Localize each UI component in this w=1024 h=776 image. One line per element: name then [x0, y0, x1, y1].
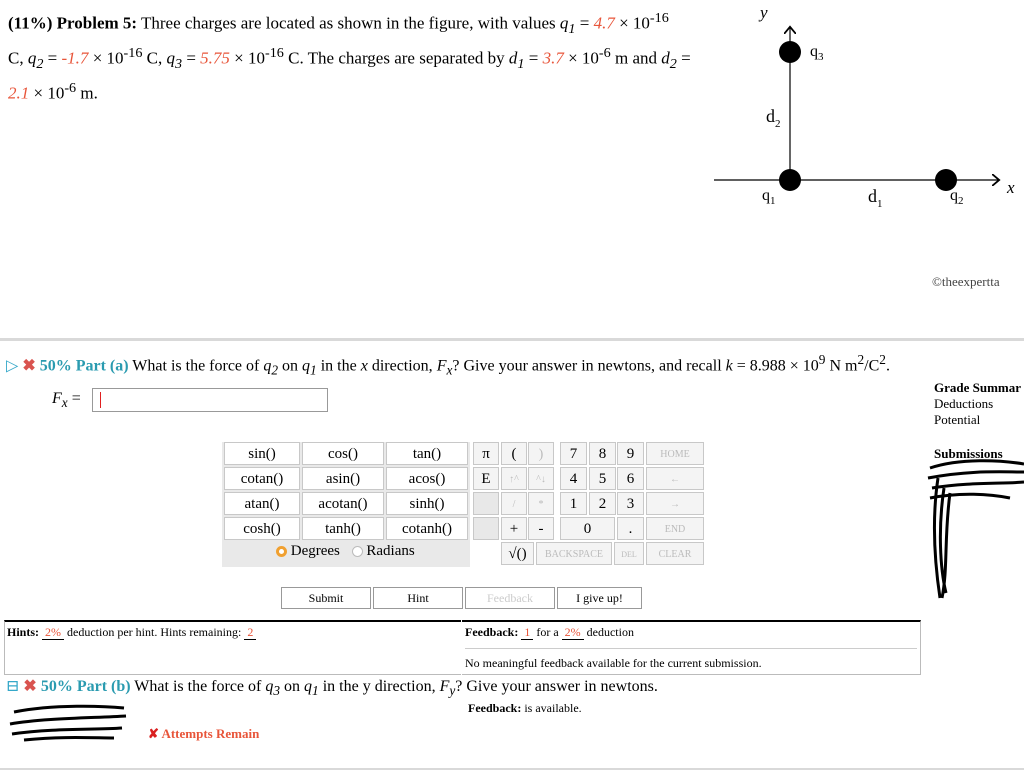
feedback-for-a: for a	[536, 625, 559, 639]
part-b-q1-sub: 1	[312, 683, 319, 699]
cross-icon-b: ✖	[23, 678, 37, 695]
hints-remaining: 2	[244, 625, 256, 640]
answer-eq: =	[67, 390, 81, 407]
key-dot[interactable]: .	[617, 517, 644, 540]
problem-text: Three charges are located as shown in the figure, with values	[141, 13, 556, 33]
key-blank-1	[473, 492, 499, 515]
key-e[interactable]: E	[473, 467, 499, 490]
part-a-q1: q	[302, 357, 311, 375]
charge-figure	[700, 0, 1024, 300]
hints-label: Hints:	[7, 625, 40, 639]
key-clear[interactable]: CLEAR	[646, 542, 704, 565]
q2-sub: 2	[36, 56, 44, 73]
answer-sub: x	[61, 395, 68, 411]
part-b-feedback-label: Feedback:	[468, 701, 522, 715]
key-fn[interactable]: sin()	[224, 442, 300, 465]
key-star[interactable]: *	[528, 492, 554, 515]
watermark: ©theexpertta	[932, 274, 1000, 289]
key-blank-2	[473, 517, 499, 540]
part-b-percent: 50% Part (b)	[40, 678, 131, 695]
svg-text:q2	[950, 187, 964, 207]
q1-label-sub: 1	[770, 195, 776, 207]
key-fn[interactable]: acotan()	[302, 492, 384, 515]
key-rparen[interactable]: )	[528, 442, 554, 465]
m-and: m and	[614, 48, 657, 68]
q1-value: 4.7	[593, 13, 615, 33]
eq: =	[182, 48, 201, 68]
q3-symbol: q	[166, 48, 175, 68]
key-lparen[interactable]: (	[501, 442, 527, 465]
charge-q3-dot	[779, 41, 801, 63]
part-b-q3-sub: 3	[273, 683, 281, 699]
d1-label-sub: 1	[877, 198, 883, 210]
feedback-message: No meaningful feedback available for the current submission.	[465, 656, 762, 670]
q3-exponent: -16	[265, 45, 284, 62]
times-ten: × 10	[229, 48, 266, 68]
part-b-fy-sub: y	[449, 683, 456, 699]
y-axis-label: y	[760, 3, 768, 22]
svg-text:d2	[766, 106, 781, 130]
q3-label-sub: 3	[818, 51, 824, 63]
key-fn[interactable]: cotan()	[224, 467, 300, 490]
q3-label: q	[810, 43, 818, 60]
q3-sub: 3	[175, 56, 183, 73]
grade-title: Grade Summar	[934, 380, 1022, 395]
q3-value: 5.75	[200, 48, 230, 68]
d1-exponent: -6	[598, 45, 611, 62]
svg-text:q3	[810, 43, 824, 63]
part-b-on: on	[284, 678, 301, 695]
times-ten: × 10	[29, 83, 65, 103]
part-b-feedback	[468, 701, 582, 716]
part-a-on: on	[282, 357, 299, 375]
key-end[interactable]: END	[646, 517, 704, 540]
part-a-text: What is the force of	[132, 357, 260, 375]
svg-text:q1	[762, 187, 776, 207]
part-b-fy: F	[439, 678, 450, 695]
key-backspace[interactable]: BACKSPACE	[536, 542, 612, 565]
problem-text-2: C. The charges are separated by	[288, 48, 505, 68]
d1-symbol: d	[508, 48, 518, 68]
scribble-redaction-b	[4, 698, 134, 746]
d1-label: d	[868, 186, 877, 206]
part-a-x: x	[360, 357, 368, 375]
key-fn[interactable]: cotanh()	[386, 517, 468, 540]
feedback-pct: 2%	[562, 625, 584, 640]
key-del[interactable]: DEL	[614, 542, 644, 565]
key-digit[interactable]: 9	[617, 442, 644, 465]
charge-q1-dot	[779, 169, 801, 191]
k-units: N m	[825, 357, 858, 375]
eq: =	[43, 48, 62, 68]
bottom-divider	[0, 768, 1024, 770]
angle-mode	[276, 543, 415, 560]
feedback-deduction: deduction	[586, 625, 634, 639]
times-ten: × 10	[614, 13, 650, 33]
q2-label-sub: 2	[958, 195, 964, 207]
attempts-remain	[148, 726, 259, 742]
key-digit[interactable]: 5	[589, 467, 616, 490]
key-fn[interactable]: asin()	[302, 467, 384, 490]
divider	[0, 338, 1024, 341]
key-sqrt[interactable]: √()	[501, 542, 534, 565]
expand-arrow-icon[interactable]: ▷	[6, 357, 19, 375]
eq: =	[575, 13, 594, 33]
collapse-icon[interactable]: ⊟	[6, 678, 20, 695]
q2-label: q	[950, 187, 958, 204]
q1-exponent: -16	[649, 10, 669, 26]
q1-symbol: q	[559, 13, 569, 33]
k-units-exp: 2	[857, 352, 865, 367]
key-digit[interactable]: 7	[560, 442, 587, 465]
key-fn[interactable]: acos()	[386, 467, 468, 490]
feedback-button[interactable]: Feedback	[465, 587, 555, 609]
key-fn[interactable]: tan()	[386, 442, 468, 465]
k-units-c: /C	[864, 357, 880, 375]
key-fn[interactable]: cos()	[302, 442, 384, 465]
key-digit[interactable]: 6	[617, 467, 644, 490]
part-b-header	[6, 676, 658, 699]
give-up-button[interactable]: I give up!	[557, 587, 642, 609]
radians-radio[interactable]	[352, 546, 363, 557]
eq: =	[524, 48, 543, 68]
k-exponent: 9	[818, 352, 826, 367]
d1-value: 3.7	[542, 48, 564, 68]
key-fn[interactable]: tanh()	[302, 517, 384, 540]
k-symbol: k	[725, 357, 733, 375]
key-digit[interactable]: 2	[589, 492, 616, 515]
unit-c: C,	[8, 48, 24, 68]
attempts-label: Attempts Remain	[161, 726, 260, 741]
scribble-redaction	[920, 448, 1024, 608]
part-b-feedback-rest: is available.	[524, 701, 582, 715]
q1-sub: 1	[568, 21, 576, 38]
key-digit[interactable]: 1	[560, 492, 587, 515]
part-a-q2-sub: 2	[271, 362, 279, 378]
hint-button[interactable]: Hint	[373, 587, 463, 609]
feedback-text	[465, 625, 634, 640]
part-b-text: What is the force of	[134, 678, 262, 695]
d2-value: 2.1	[8, 83, 30, 103]
hints-pct: 2%	[42, 625, 64, 640]
k-units-c-exp: 2	[879, 352, 886, 367]
key-fn[interactable]: atan()	[224, 492, 300, 515]
answer-input[interactable]	[92, 388, 328, 412]
answer-label	[52, 390, 81, 411]
d2-label-sub: 2	[775, 118, 781, 130]
key-digit[interactable]: 4	[560, 467, 587, 490]
q2-exponent: -16	[123, 45, 143, 62]
key-right[interactable]: →	[646, 492, 704, 515]
part-a-q1-sub: 1	[310, 362, 317, 378]
key-left[interactable]: ←	[646, 467, 704, 490]
grade-potential: Potential	[934, 412, 981, 427]
key-fn[interactable]: cosh()	[224, 517, 300, 540]
hints-desc: deduction per hint. Hints remaining:	[67, 625, 242, 639]
unit-m: m.	[80, 83, 98, 103]
q2-symbol: q	[27, 48, 37, 68]
key-fn[interactable]: sinh()	[386, 492, 468, 515]
part-a-percent: 50% Part (a)	[39, 357, 129, 375]
grade-submissions: Submissions	[934, 446, 1003, 461]
feedback-count: 1	[521, 625, 533, 640]
answer-f: F	[52, 390, 62, 407]
key-slash[interactable]: /	[501, 492, 527, 515]
submit-button[interactable]: Submit	[281, 587, 371, 609]
problem-label: Problem 5:	[56, 13, 138, 33]
d1-sub: 1	[517, 56, 525, 73]
part-a-q2: q	[263, 357, 272, 375]
text-cursor	[100, 392, 101, 408]
x-axis-label: x	[1007, 178, 1015, 197]
grade-deductions: Deductions	[934, 396, 994, 411]
key-digit[interactable]: 8	[589, 442, 616, 465]
d2-symbol: d	[661, 48, 670, 68]
period: .	[885, 357, 890, 375]
svg-text:d1	[868, 186, 883, 210]
x-icon: ✘	[148, 726, 159, 741]
part-b-q3: q	[265, 678, 274, 695]
d2-label: d	[766, 106, 775, 126]
key-up[interactable]: ↑^	[501, 467, 527, 490]
problem-statement	[8, 6, 698, 106]
part-a-text-2: in the	[320, 357, 357, 375]
degrees-radio[interactable]	[276, 546, 287, 557]
eq: =	[676, 48, 691, 68]
problem-percent: (11%)	[8, 13, 53, 33]
part-a-text-4: ? Give your answer in newtons, and recall	[452, 357, 722, 375]
part-b-text-3: ? Give your answer in newtons.	[455, 678, 658, 695]
part-a-text-3: direction,	[371, 357, 433, 375]
key-pi[interactable]: π	[473, 442, 499, 465]
part-b-text-2: in the y direction,	[322, 678, 436, 695]
part-a-header	[6, 352, 890, 379]
part-a-fx: F	[436, 357, 447, 375]
d2-sub: 2	[669, 56, 677, 73]
k-value: = 8.988 × 10	[732, 357, 819, 375]
key-minus[interactable]: -	[528, 517, 554, 540]
part-a-fx-sub: x	[446, 362, 453, 378]
hints-text	[7, 625, 256, 640]
feedback-label: Feedback:	[465, 625, 519, 639]
degrees-label: Degrees	[290, 543, 340, 559]
key-down[interactable]: ^↓	[528, 467, 554, 490]
times-ten: × 10	[563, 48, 599, 68]
key-digit[interactable]: 3	[617, 492, 644, 515]
q2-value: -1.7	[61, 48, 89, 68]
part-b-q1: q	[304, 678, 313, 695]
radians-label: Radians	[366, 543, 415, 559]
feedback-divider	[465, 648, 917, 649]
key-home[interactable]: HOME	[646, 442, 704, 465]
q1-label: q	[762, 187, 770, 204]
d2-exponent: -6	[64, 80, 77, 97]
key-plus[interactable]: +	[501, 517, 527, 540]
cross-icon: ✖	[22, 357, 36, 375]
times-ten: × 10	[88, 48, 124, 68]
key-zero[interactable]: 0	[560, 517, 615, 540]
unit-c: C,	[146, 48, 163, 68]
